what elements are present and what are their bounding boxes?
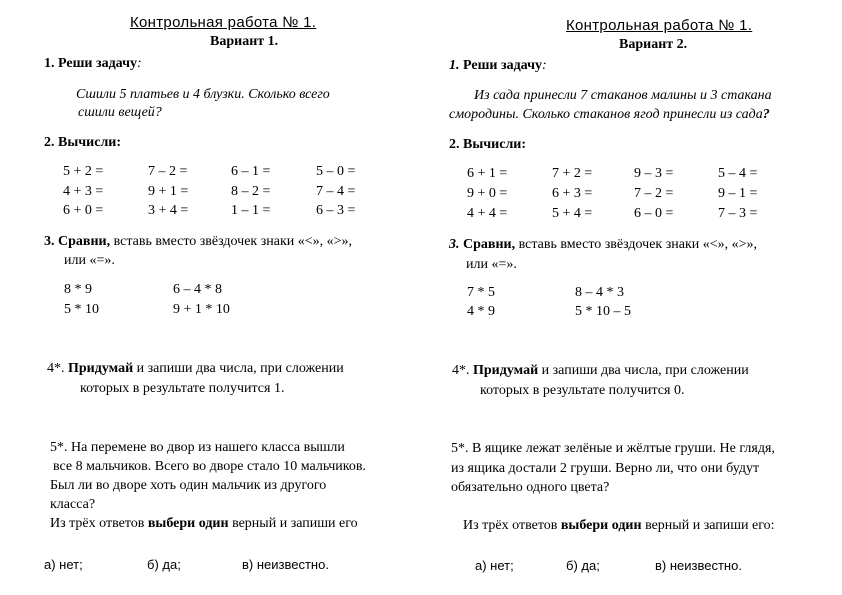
left-task3-heading: 3. Сравни, вставь вместо звёздочек знаки «<», «>», — [44, 234, 353, 249]
right-task5-instruction: Из трёх ответов выбери один верный и запиши его: — [463, 518, 775, 533]
right-variant-label: Вариант 2. — [619, 37, 688, 52]
left-task4-line2: которых в результате получится 1. — [80, 381, 285, 396]
right-expr: 6 + 3 = — [552, 186, 593, 201]
right-expr: 5 + 4 = — [552, 206, 593, 221]
left-expr: 8 – 2 = — [231, 184, 271, 199]
left-expr: 6 – 1 = — [231, 164, 271, 179]
right-compare: 4 * 9 — [467, 304, 495, 319]
right-answer-c: в) неизвестно. — [655, 558, 742, 573]
left-task4-line1: 4*. Придумай и запиши два числа, при сложении — [47, 361, 344, 376]
left-compare: 6 – 4 * 8 — [173, 282, 222, 297]
left-expr: 6 + 0 = — [63, 203, 104, 218]
right-expr: 9 + 0 = — [467, 186, 508, 201]
left-expr: 6 – 3 = — [316, 203, 356, 218]
left-variant-label: Вариант 1. — [210, 34, 279, 49]
left-expr: 5 – 0 = — [316, 164, 356, 179]
left-task5-instruction: Из трёх ответов выбери один верный и запиши его — [50, 516, 358, 531]
right-answer-b: б) да; — [566, 558, 600, 573]
left-expr: 1 – 1 = — [231, 203, 271, 218]
right-expr: 7 – 3 = — [718, 206, 758, 221]
left-answer-b: б) да; — [147, 557, 181, 572]
left-compare: 9 + 1 * 10 — [173, 302, 230, 317]
left-compare: 5 * 10 — [64, 302, 99, 317]
right-task1-text-line1: Из сада принесли 7 стаканов малины и 3 стакана — [474, 88, 772, 103]
left-expr: 9 + 1 = — [148, 184, 189, 199]
left-task2-heading: 2. Вычисли: — [44, 135, 122, 150]
right-task1-heading: 1. Реши задачу: — [449, 58, 547, 73]
right-expr: 9 – 1 = — [718, 186, 758, 201]
right-task3-text-line2: или «=». — [466, 257, 517, 272]
left-title: Контрольная работа № 1. — [130, 14, 317, 31]
right-expr: 6 + 1 = — [467, 166, 508, 181]
right-compare: 8 – 4 * 3 — [575, 285, 624, 300]
left-expr: 7 – 2 = — [148, 164, 188, 179]
right-task5-line3: обязательно одного цвета? — [451, 480, 610, 495]
right-task4-line1: 4*. Придумай и запиши два числа, при сложении — [452, 363, 749, 378]
left-compare: 8 * 9 — [64, 282, 92, 297]
left-task5-line3: Был ли во дворе хоть один мальчик из другого — [50, 478, 327, 493]
right-answer-a: а) нет; — [475, 558, 514, 573]
left-answer-c: в) неизвестно. — [242, 557, 329, 572]
right-expr: 6 – 0 = — [634, 206, 674, 221]
left-expr: 5 + 2 = — [63, 164, 104, 179]
right-task5-line2: из ящика достали 2 груши. Верно ли, что они будут — [451, 461, 760, 476]
right-task2-heading: 2. Вычисли: — [449, 137, 527, 152]
left-expr: 4 + 3 = — [63, 184, 104, 199]
right-compare: 5 * 10 – 5 — [575, 304, 631, 319]
right-expr: 4 + 4 = — [467, 206, 508, 221]
left-task3-text-line2: или «=». — [64, 253, 115, 268]
right-expr: 9 – 3 = — [634, 166, 674, 181]
right-task4-line2: которых в результате получится 0. — [480, 383, 685, 398]
right-expr: 7 + 2 = — [552, 166, 593, 181]
right-task5-line1: 5*. В ящике лежат зелёные и жёлтые груши. Не глядя, — [451, 441, 775, 456]
right-task3-heading: 3. Сравни, вставь вместо звёздочек знаки «<», «>», — [449, 237, 758, 252]
right-expr: 7 – 2 = — [634, 186, 674, 201]
left-task5-line2: все 8 мальчиков. Всего во дворе стало 10 мальчиков. — [53, 459, 366, 474]
left-task5-line1: 5*. На перемене во двор из нашего класса вышли — [50, 440, 345, 455]
right-compare: 7 * 5 — [467, 285, 495, 300]
right-title: Контрольная работа № 1. — [566, 17, 753, 34]
left-expr: 3 + 4 = — [148, 203, 189, 218]
left-expr: 7 – 4 = — [316, 184, 356, 199]
right-expr: 5 – 4 = — [718, 166, 758, 181]
left-task1-text-line1: Сшили 5 платьев и 4 блузки. Сколько всего — [76, 87, 330, 102]
right-task1-text-line2: смородины. Сколько стаканов ягод принесли из сада? — [449, 107, 770, 122]
left-task1-text-line2: сшили вещей? — [78, 105, 162, 120]
left-task5-line4: класса? — [50, 497, 96, 512]
left-answer-a: а) нет; — [44, 557, 83, 572]
left-task1-heading: 1. Реши задачу: — [44, 56, 142, 71]
